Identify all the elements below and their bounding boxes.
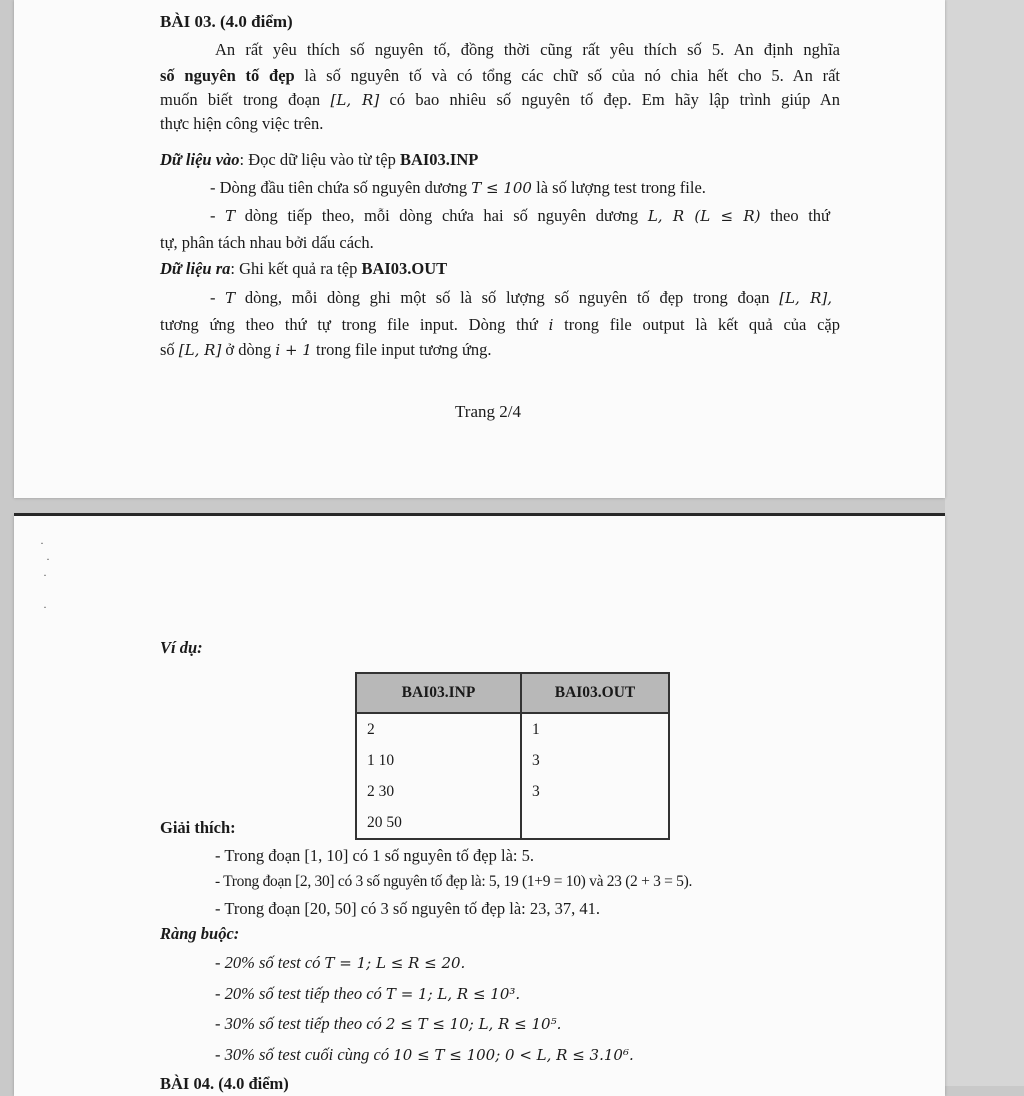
table-row — [356, 776, 669, 807]
viewer-background-strip — [945, 0, 1024, 1086]
example-label: Ví dụ: — [160, 638, 203, 657]
output-text: trong file input tương ứng. — [311, 340, 492, 359]
constraint-text: - 30% số test cuối cùng có — [215, 1045, 394, 1064]
math-expression: [L, R], — [779, 289, 833, 307]
table-header-row — [356, 673, 669, 713]
constraint-text: - 30% số test tiếp theo có — [215, 1014, 386, 1033]
table-header-out: BAI03.OUT — [521, 673, 669, 713]
table-cell: 2 — [356, 713, 521, 745]
table-cell: 3 — [521, 745, 669, 776]
table-cell: 3 — [521, 776, 669, 807]
table-cell: 1 10 — [356, 745, 521, 776]
math-expression: T — [225, 289, 236, 307]
table-row — [356, 745, 669, 776]
intro-text: là số nguyên tố và có tổng các chữ số của nó chia hết cho 5. An rất — [294, 66, 840, 85]
table-header-inp: BAI03.INP — [356, 673, 521, 713]
input-text: - — [210, 206, 226, 225]
constraint-item — [215, 1045, 634, 1065]
output-text: ở dòng — [221, 340, 276, 359]
explanation-item: - Trong đoạn [2, 30] có 3 số nguyên tố đẹp là: 5, 19 (1+9 = 10) và 23 (2 + 3 = 5). — [215, 873, 693, 890]
input-line-3: tự, phân tách nhau bởi dấu cách. — [160, 233, 374, 252]
math-expression: T = 1; L ≤ R ≤ 20. — [324, 954, 466, 972]
input-line-2 — [210, 206, 830, 226]
input-filename: BAI03.INP — [399, 150, 479, 169]
table-cell: 2 30 — [356, 776, 521, 807]
output-text: : Ghi kết quả ra tệp — [230, 259, 362, 278]
math-expression: T ≤ 100 — [471, 179, 532, 197]
constraint-item — [215, 984, 520, 1004]
input-label: Dữ liệu vào — [160, 150, 240, 169]
beautiful-prime-term: số nguyên tố đẹp — [160, 66, 295, 85]
intro-text: có bao nhiêu số nguyên tố đẹp. Em hãy lập trình giúp An — [379, 90, 841, 109]
input-line-1 — [210, 178, 706, 198]
output-text: số — [160, 340, 179, 359]
constraint-text: - 20% số test có — [215, 953, 325, 972]
math-expression: L, R (L ≤ R) — [647, 207, 761, 225]
explanation-label: Giải thích: — [160, 818, 236, 837]
output-filename: BAI03.OUT — [361, 259, 448, 278]
output-text: dòng, mỗi dòng ghi một số là số lượng số nguyên tố đẹp trong đoạn — [235, 288, 780, 307]
input-text: là số lượng test trong file. — [531, 178, 706, 197]
constraint-item — [215, 1014, 561, 1034]
margin-marks: · · · · — [40, 536, 50, 614]
input-heading — [160, 150, 478, 170]
constraint-text: - 20% số test tiếp theo có — [215, 984, 386, 1003]
table-cell: 20 50 — [356, 807, 521, 839]
problem-title: BÀI 03. (4.0 điểm) — [160, 12, 293, 31]
output-line-2 — [160, 315, 840, 335]
output-label: Dữ liệu ra — [160, 259, 231, 278]
output-line-1 — [210, 288, 832, 308]
input-text: theo thứ — [760, 206, 831, 225]
input-text: dòng tiếp theo, mỗi dòng chứa hai số nguyên dương — [235, 206, 648, 225]
constraint-item — [215, 953, 465, 973]
output-text: trong file output là kết quả của cặp — [553, 315, 840, 334]
math-expression: [L, R] — [330, 91, 380, 109]
next-problem-title: BÀI 04. (4.0 điểm) — [160, 1074, 289, 1093]
table-cell — [521, 807, 669, 839]
math-expression: T = 1; L, R ≤ 10³. — [385, 985, 521, 1003]
constraints-label: Ràng buộc: — [160, 924, 240, 943]
input-text: - Dòng đầu tiên chứa số nguyên dương — [210, 178, 472, 197]
intro-line-1 — [215, 40, 840, 60]
output-line-3 — [160, 340, 492, 360]
input-text: : Đọc dữ liệu vào từ tệp — [239, 150, 400, 169]
explanation-item: - Trong đoạn [1, 10] có 1 số nguyên tố đẹp là: 5. — [215, 846, 534, 865]
intro-text: An rất yêu thích số nguyên tố, đồng thời cũng rất yêu thích số 5. An định nghĩa — [215, 40, 840, 59]
intro-line-3 — [160, 90, 840, 110]
output-heading — [160, 259, 447, 279]
page-number: Trang 2/4 — [455, 402, 521, 421]
math-expression: [L, R] — [178, 341, 222, 359]
intro-line-4: thực hiện công việc trên. — [160, 114, 324, 133]
intro-line-2 — [160, 66, 840, 86]
intro-text: muốn biết trong đoạn — [160, 90, 331, 109]
output-text: - — [210, 288, 226, 307]
math-expression: 10 ≤ T ≤ 100; 0 < L, R ≤ 3.10⁶. — [393, 1046, 634, 1064]
output-text: tương ứng theo thứ tự trong file input. Dòng thứ — [160, 315, 549, 334]
math-expression: 2 ≤ T ≤ 10; L, R ≤ 10⁵. — [385, 1015, 562, 1033]
table-row — [356, 713, 669, 745]
math-expression: T — [225, 207, 236, 225]
table-row — [356, 807, 669, 839]
example-table — [355, 672, 670, 840]
math-expression: i — [548, 316, 554, 334]
table-cell: 1 — [521, 713, 669, 745]
math-expression: i + 1 — [275, 341, 312, 359]
explanation-item: - Trong đoạn [20, 50] có 3 số nguyên tố đẹp là: 23, 37, 41. — [215, 899, 600, 918]
